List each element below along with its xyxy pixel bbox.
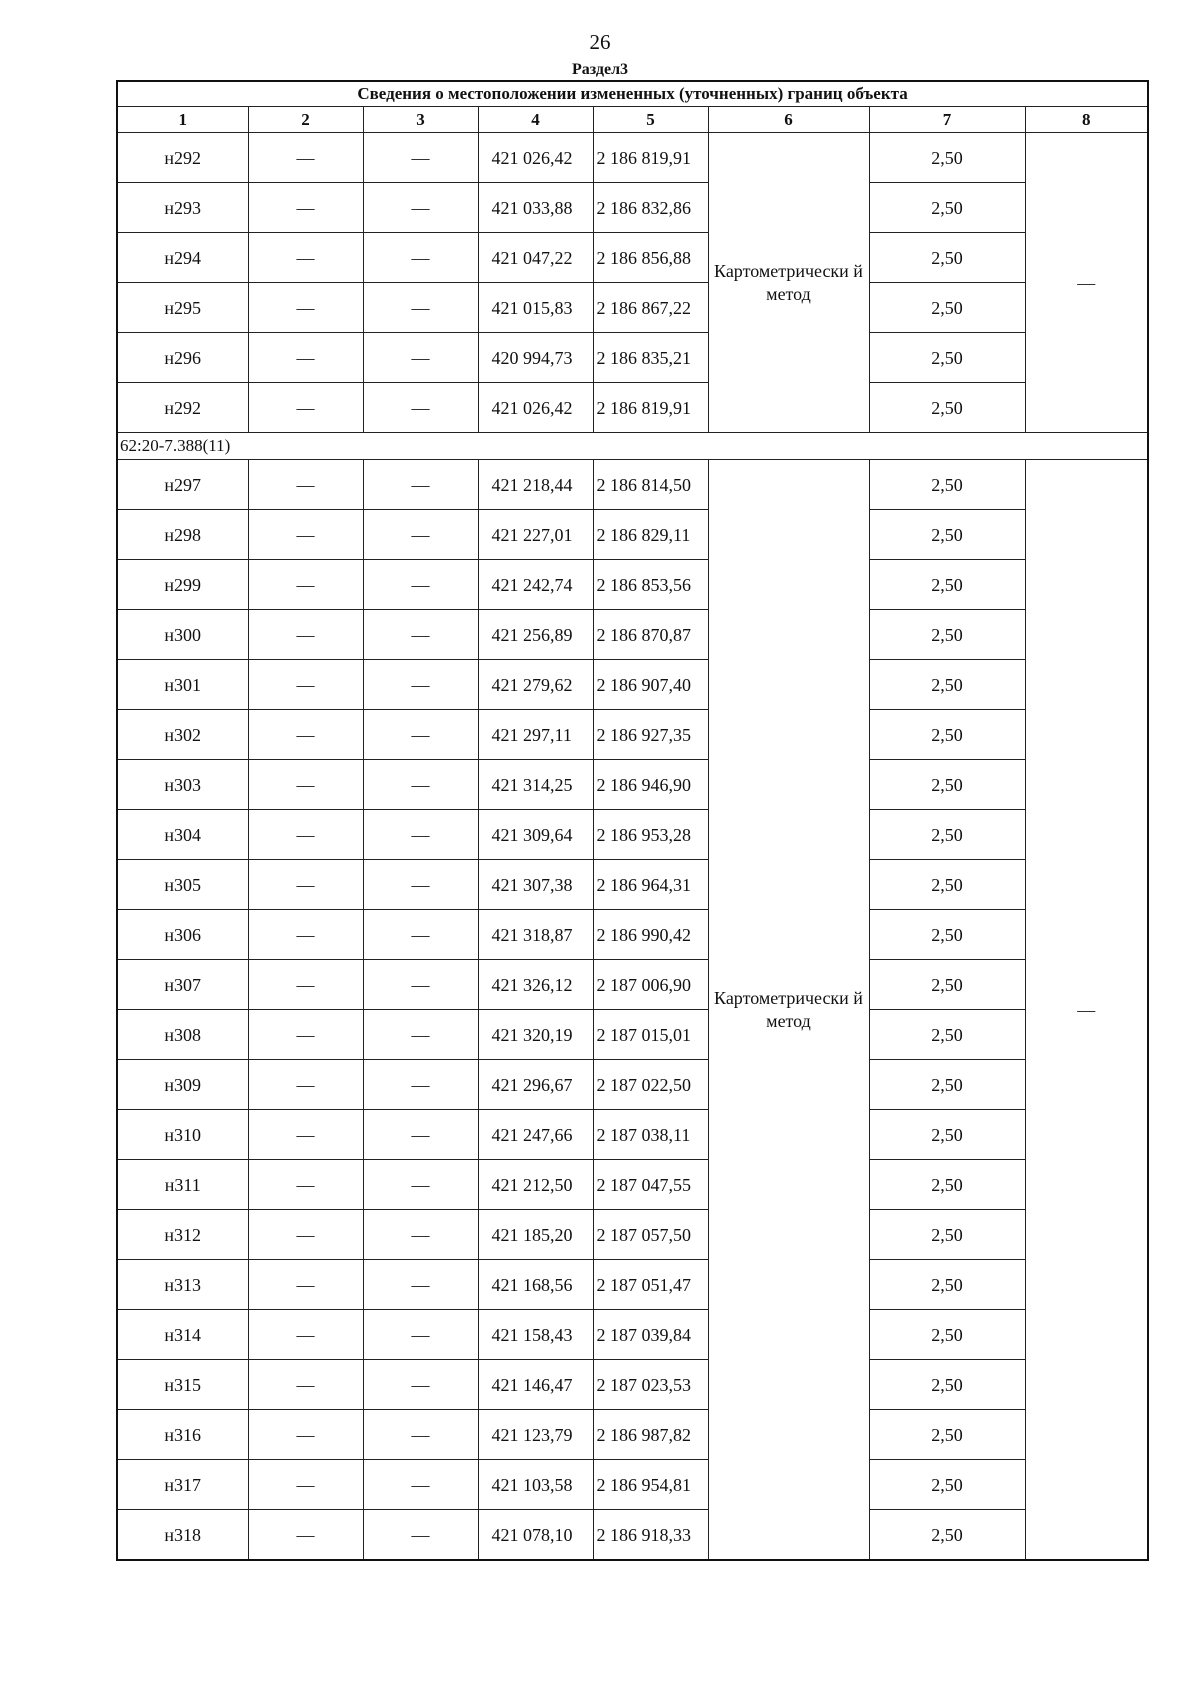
point-name-cell: н296: [117, 333, 248, 383]
point-name-cell: н314: [117, 1310, 248, 1360]
column-3-cell: —: [363, 233, 478, 283]
column-3-cell: —: [363, 460, 478, 510]
column-2-cell: —: [248, 1060, 363, 1110]
x-coordinate-cell: 421 123,79: [478, 1410, 593, 1460]
y-coordinate-cell: 2 187 039,84: [593, 1310, 708, 1360]
y-coordinate-cell: 2 187 006,90: [593, 960, 708, 1010]
method-cell: Картометрически й метод: [708, 460, 869, 1561]
x-coordinate-cell: 421 314,25: [478, 760, 593, 810]
x-coordinate-cell: 421 256,89: [478, 610, 593, 660]
point-name-cell: н305: [117, 860, 248, 910]
table-row: [117, 610, 1148, 660]
y-coordinate-cell: 2 187 057,50: [593, 1210, 708, 1260]
y-coordinate-cell: 2 186 964,31: [593, 860, 708, 910]
precision-cell: 2,50: [869, 1160, 1025, 1210]
column-2-cell: —: [248, 233, 363, 283]
x-coordinate-cell: 421 297,11: [478, 710, 593, 760]
x-coordinate-cell: 421 103,58: [478, 1460, 593, 1510]
column-3-cell: —: [363, 910, 478, 960]
column-2-cell: —: [248, 1510, 363, 1561]
point-name-cell: н311: [117, 1160, 248, 1210]
precision-cell: 2,50: [869, 1010, 1025, 1060]
precision-cell: 2,50: [869, 710, 1025, 760]
column-number: 6: [708, 107, 869, 133]
x-coordinate-cell: 421 033,88: [478, 183, 593, 233]
point-name-cell: н302: [117, 710, 248, 760]
precision-cell: 2,50: [869, 333, 1025, 383]
table-caption: Сведения о местоположении измененных (уточненных) границ объекта: [117, 81, 1148, 107]
y-coordinate-cell: 2 186 856,88: [593, 233, 708, 283]
point-name-cell: н292: [117, 383, 248, 433]
column-3-cell: —: [363, 1110, 478, 1160]
column-2-cell: —: [248, 133, 363, 183]
x-coordinate-cell: 421 078,10: [478, 1510, 593, 1561]
column-2-cell: —: [248, 960, 363, 1010]
column-number-row: [117, 107, 1148, 133]
column-3-cell: —: [363, 560, 478, 610]
column-2-cell: —: [248, 1360, 363, 1410]
precision-cell: 2,50: [869, 283, 1025, 333]
column-3-cell: —: [363, 133, 478, 183]
y-coordinate-cell: 2 187 022,50: [593, 1060, 708, 1110]
y-coordinate-cell: 2 187 023,53: [593, 1360, 708, 1410]
precision-cell: 2,50: [869, 233, 1025, 283]
precision-cell: 2,50: [869, 1260, 1025, 1310]
column-3-cell: —: [363, 1210, 478, 1260]
column-2-cell: —: [248, 1110, 363, 1160]
precision-cell: 2,50: [869, 1210, 1025, 1260]
point-name-cell: н316: [117, 1410, 248, 1460]
precision-cell: 2,50: [869, 1060, 1025, 1110]
x-coordinate-cell: 421 247,66: [478, 1110, 593, 1160]
precision-cell: 2,50: [869, 910, 1025, 960]
column-8-cell: —: [1025, 133, 1148, 433]
x-coordinate-cell: 421 279,62: [478, 660, 593, 710]
point-name-cell: н308: [117, 1010, 248, 1060]
column-3-cell: —: [363, 333, 478, 383]
point-name-cell: н293: [117, 183, 248, 233]
table-row: [117, 810, 1148, 860]
y-coordinate-cell: 2 187 047,55: [593, 1160, 708, 1210]
point-name-cell: н298: [117, 510, 248, 560]
x-coordinate-cell: 421 326,12: [478, 960, 593, 1010]
point-name-cell: н304: [117, 810, 248, 860]
y-coordinate-cell: 2 186 819,91: [593, 383, 708, 433]
column-3-cell: —: [363, 383, 478, 433]
column-3-cell: —: [363, 860, 478, 910]
precision-cell: 2,50: [869, 510, 1025, 560]
table-row: [117, 183, 1148, 233]
column-3-cell: —: [363, 1360, 478, 1410]
column-2-cell: —: [248, 560, 363, 610]
column-2-cell: —: [248, 860, 363, 910]
column-3-cell: —: [363, 960, 478, 1010]
column-2-cell: —: [248, 510, 363, 560]
table-row: [117, 133, 1148, 183]
y-coordinate-cell: 2 186 870,87: [593, 610, 708, 660]
column-number: 1: [117, 107, 248, 133]
x-coordinate-cell: 421 309,64: [478, 810, 593, 860]
y-coordinate-cell: 2 186 835,21: [593, 333, 708, 383]
column-3-cell: —: [363, 1510, 478, 1561]
y-coordinate-cell: 2 186 953,28: [593, 810, 708, 860]
y-coordinate-cell: 2 186 954,81: [593, 1460, 708, 1510]
point-name-cell: н297: [117, 460, 248, 510]
column-3-cell: —: [363, 1410, 478, 1460]
precision-cell: 2,50: [869, 660, 1025, 710]
point-name-cell: н307: [117, 960, 248, 1010]
point-name-cell: н301: [117, 660, 248, 710]
precision-cell: 2,50: [869, 133, 1025, 183]
column-2-cell: —: [248, 810, 363, 860]
table-row: [117, 560, 1148, 610]
x-coordinate-cell: 421 318,87: [478, 910, 593, 960]
section-title: Раздел3: [571, 61, 629, 78]
precision-cell: 2,50: [869, 460, 1025, 510]
precision-cell: 2,50: [869, 1460, 1025, 1510]
y-coordinate-cell: 2 186 990,42: [593, 910, 708, 960]
table-row: [117, 1460, 1148, 1510]
column-3-cell: —: [363, 760, 478, 810]
column-3-cell: —: [363, 510, 478, 560]
y-coordinate-cell: 2 186 927,35: [593, 710, 708, 760]
y-coordinate-cell: 2 186 814,50: [593, 460, 708, 510]
precision-cell: 2,50: [869, 760, 1025, 810]
column-2-cell: —: [248, 183, 363, 233]
precision-cell: 2,50: [869, 1360, 1025, 1410]
column-2-cell: —: [248, 1260, 363, 1310]
column-number: 8: [1025, 107, 1148, 133]
column-number: 2: [248, 107, 363, 133]
column-2-cell: —: [248, 1410, 363, 1460]
column-3-cell: —: [363, 810, 478, 860]
boundary-coordinates-table: [116, 80, 1149, 1561]
x-coordinate-cell: 421 168,56: [478, 1260, 593, 1310]
column-2-cell: —: [248, 1210, 363, 1260]
point-name-cell: н303: [117, 760, 248, 810]
x-coordinate-cell: 421 218,44: [478, 460, 593, 510]
table-row: [117, 1260, 1148, 1310]
column-2-cell: —: [248, 1460, 363, 1510]
column-3-cell: —: [363, 283, 478, 333]
table-row: [117, 1160, 1148, 1210]
parcel-label-row: [117, 433, 1148, 460]
column-2-cell: —: [248, 910, 363, 960]
precision-cell: 2,50: [869, 960, 1025, 1010]
x-coordinate-cell: 421 047,22: [478, 233, 593, 283]
y-coordinate-cell: 2 187 051,47: [593, 1260, 708, 1310]
column-number: 7: [869, 107, 1025, 133]
y-coordinate-cell: 2 187 038,11: [593, 1110, 708, 1160]
table-row: [117, 1510, 1148, 1561]
column-3-cell: —: [363, 1010, 478, 1060]
column-2-cell: —: [248, 383, 363, 433]
precision-cell: 2,50: [869, 183, 1025, 233]
column-3-cell: —: [363, 1260, 478, 1310]
point-name-cell: н309: [117, 1060, 248, 1110]
point-name-cell: н292: [117, 133, 248, 183]
table-row: [117, 383, 1148, 433]
point-name-cell: н313: [117, 1260, 248, 1310]
column-2-cell: —: [248, 1160, 363, 1210]
y-coordinate-cell: 2 186 867,22: [593, 283, 708, 333]
table-row: [117, 333, 1148, 383]
column-3-cell: —: [363, 610, 478, 660]
x-coordinate-cell: 420 994,73: [478, 333, 593, 383]
y-coordinate-cell: 2 186 907,40: [593, 660, 708, 710]
x-coordinate-cell: 421 026,42: [478, 133, 593, 183]
precision-cell: 2,50: [869, 810, 1025, 860]
column-2-cell: —: [248, 610, 363, 660]
point-name-cell: н294: [117, 233, 248, 283]
table-row: [117, 283, 1148, 333]
x-coordinate-cell: 421 296,67: [478, 1060, 593, 1110]
column-2-cell: —: [248, 710, 363, 760]
precision-cell: 2,50: [869, 383, 1025, 433]
point-name-cell: н312: [117, 1210, 248, 1260]
point-name-cell: н300: [117, 610, 248, 660]
table-row: [117, 460, 1148, 510]
column-3-cell: —: [363, 660, 478, 710]
y-coordinate-cell: 2 186 819,91: [593, 133, 708, 183]
column-number: 3: [363, 107, 478, 133]
table-row: [117, 710, 1148, 760]
point-name-cell: н295: [117, 283, 248, 333]
column-2-cell: —: [248, 460, 363, 510]
point-name-cell: н299: [117, 560, 248, 610]
table-row: [117, 510, 1148, 560]
y-coordinate-cell: 2 186 918,33: [593, 1510, 708, 1561]
precision-cell: 2,50: [869, 860, 1025, 910]
precision-cell: 2,50: [869, 1410, 1025, 1460]
column-number: 5: [593, 107, 708, 133]
table-row: [117, 1210, 1148, 1260]
y-coordinate-cell: 2 187 015,01: [593, 1010, 708, 1060]
page-number: 26: [589, 30, 611, 54]
y-coordinate-cell: 2 186 853,56: [593, 560, 708, 610]
table-row: [117, 960, 1148, 1010]
x-coordinate-cell: 421 146,47: [478, 1360, 593, 1410]
column-8-cell: —: [1025, 460, 1148, 1561]
precision-cell: 2,50: [869, 560, 1025, 610]
point-name-cell: н317: [117, 1460, 248, 1510]
point-name-cell: н318: [117, 1510, 248, 1561]
table-row: [117, 1310, 1148, 1360]
y-coordinate-cell: 2 186 832,86: [593, 183, 708, 233]
table-row: [117, 1410, 1148, 1460]
table-row: [117, 1010, 1148, 1060]
table-row: [117, 910, 1148, 960]
x-coordinate-cell: 421 015,83: [478, 283, 593, 333]
table-row: [117, 233, 1148, 283]
column-number: 4: [478, 107, 593, 133]
table-row: [117, 760, 1148, 810]
column-3-cell: —: [363, 1060, 478, 1110]
precision-cell: 2,50: [869, 610, 1025, 660]
y-coordinate-cell: 2 186 829,11: [593, 510, 708, 560]
table-row: [117, 1110, 1148, 1160]
x-coordinate-cell: 421 307,38: [478, 860, 593, 910]
column-3-cell: —: [363, 1460, 478, 1510]
y-coordinate-cell: 2 186 987,82: [593, 1410, 708, 1460]
point-name-cell: н306: [117, 910, 248, 960]
parcel-label: 62:20-7.388(11): [117, 433, 1148, 460]
table-row: [117, 660, 1148, 710]
column-2-cell: —: [248, 760, 363, 810]
column-3-cell: —: [363, 183, 478, 233]
column-2-cell: —: [248, 660, 363, 710]
table-row: [117, 1360, 1148, 1410]
point-name-cell: н310: [117, 1110, 248, 1160]
x-coordinate-cell: 421 026,42: [478, 383, 593, 433]
column-3-cell: —: [363, 1160, 478, 1210]
precision-cell: 2,50: [869, 1110, 1025, 1160]
column-3-cell: —: [363, 710, 478, 760]
precision-cell: 2,50: [869, 1510, 1025, 1561]
x-coordinate-cell: 421 158,43: [478, 1310, 593, 1360]
precision-cell: 2,50: [869, 1310, 1025, 1360]
table-row: [117, 1060, 1148, 1110]
column-3-cell: —: [363, 1310, 478, 1360]
y-coordinate-cell: 2 186 946,90: [593, 760, 708, 810]
x-coordinate-cell: 421 242,74: [478, 560, 593, 610]
column-2-cell: —: [248, 333, 363, 383]
x-coordinate-cell: 421 212,50: [478, 1160, 593, 1210]
column-2-cell: —: [248, 283, 363, 333]
table-body: [117, 133, 1148, 1561]
x-coordinate-cell: 421 227,01: [478, 510, 593, 560]
column-2-cell: —: [248, 1310, 363, 1360]
method-cell: Картометрически й метод: [708, 133, 869, 433]
point-name-cell: н315: [117, 1360, 248, 1410]
table-row: [117, 860, 1148, 910]
column-2-cell: —: [248, 1010, 363, 1060]
x-coordinate-cell: 421 320,19: [478, 1010, 593, 1060]
x-coordinate-cell: 421 185,20: [478, 1210, 593, 1260]
